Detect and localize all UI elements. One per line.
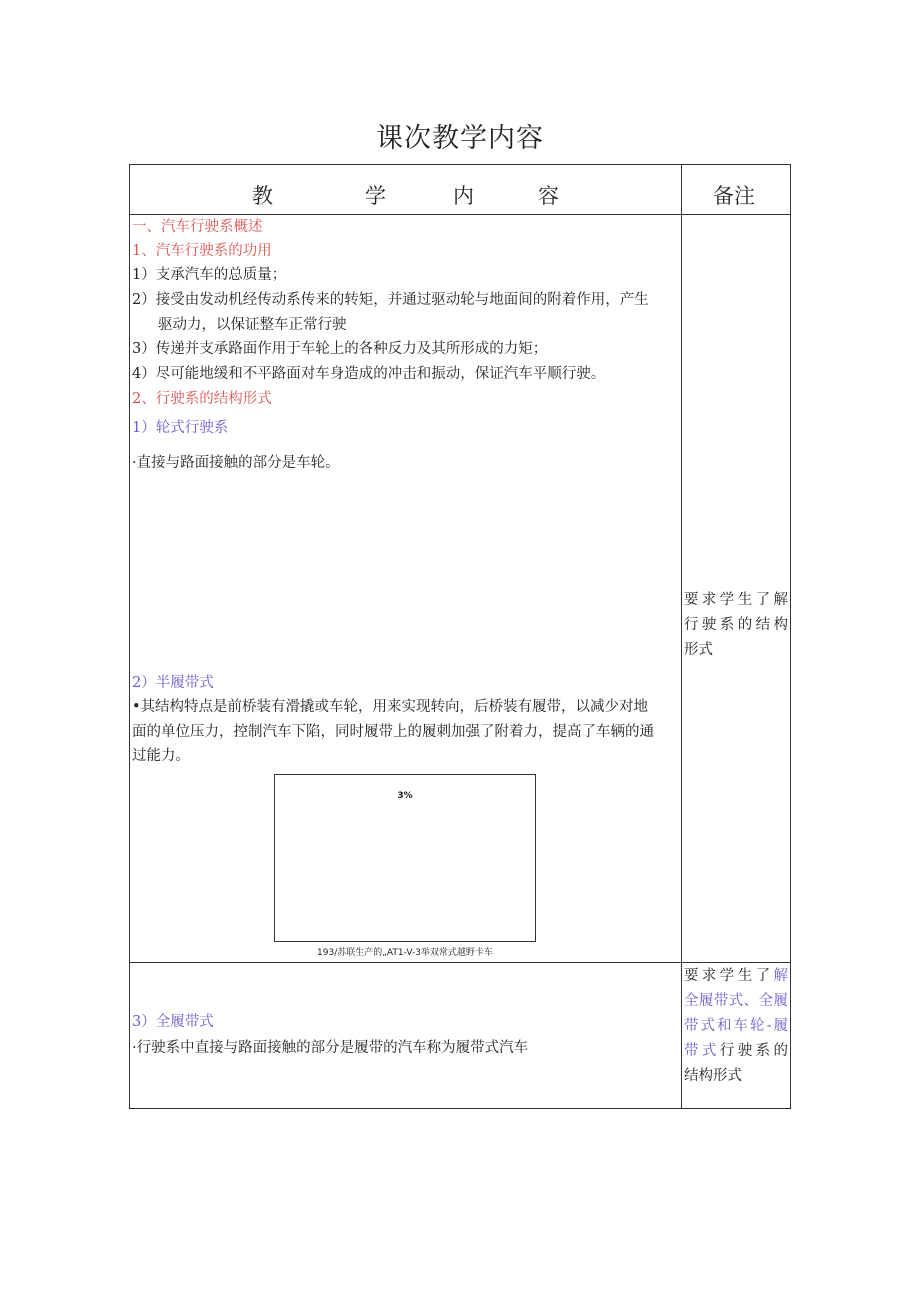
figure-caption: 193/苏联生产的„AT1-V-3举双常式越野卡车 — [317, 948, 493, 958]
subheading-structure: 2、行驶系的结构形式 — [132, 391, 272, 407]
remark-2-l4b: 行驶系的 — [719, 1043, 789, 1059]
remark-1-line-3: 形式 — [684, 642, 713, 658]
header-char-4: 容 — [538, 184, 559, 208]
figure-label: 3% — [397, 791, 413, 801]
function-item-2: 2）接受由发动机经传动系传来的转矩，并通过驱动轮与地面间的附着作用，产生 — [132, 292, 649, 308]
full-track-desc: ·行驶系中直接与路面接触的部分是履带的汽车称为履带式汽车 — [132, 1040, 529, 1056]
remark-2-l2: 全履带式、全履 — [684, 993, 788, 1009]
half-track-desc-2: 面的单位压力，控制汽车下陷，同时履带上的履刺加强了附着力，提高了车辆的通 — [132, 724, 654, 740]
header-remark: 备注 — [713, 184, 755, 208]
remark-2-l1b: 解 — [773, 968, 788, 984]
content-cell-1 — [130, 215, 682, 963]
remark-2-l4a: 带式 — [684, 1043, 720, 1059]
lesson-table — [129, 164, 791, 1109]
remark-1-line-2: 行驶系的结构 — [684, 617, 788, 633]
header-content-cell — [130, 165, 682, 215]
content-cell-2 — [130, 963, 682, 1109]
header-char-3: 内 — [453, 184, 474, 208]
function-item-3: 3）传递并支承路面作用于车轮上的各种反力及其所形成的力矩； — [132, 341, 548, 357]
remark-1 — [684, 588, 788, 663]
remark-2-l3: 带式和车轮-履 — [684, 1018, 788, 1034]
wheeled-desc: ·直接与路面接触的部分是车轮。 — [132, 455, 340, 471]
remark-1-line-1: 要求学生了解 — [684, 592, 788, 608]
function-item-1: 1）支承汽车的总质量； — [132, 267, 287, 283]
header-remark-cell — [682, 165, 791, 215]
remark-2-l5: 结构形式 — [684, 1068, 742, 1084]
half-track-figure — [274, 774, 536, 942]
header-char-2: 学 — [365, 184, 386, 208]
remark-2 — [684, 964, 788, 1089]
subheading-function: 1、汽车行驶系的功用 — [132, 243, 272, 259]
section-heading: 一、汽车行驶系概述 — [132, 219, 263, 235]
half-track-desc-3: 过能力。 — [132, 748, 190, 764]
function-item-2-cont: 驱动力，以保证整车正常行驶 — [158, 317, 347, 333]
header-char-1: 教 — [252, 184, 273, 208]
remark-cell-2 — [682, 963, 791, 1109]
half-track-desc-1: •其结构特点是前桥装有滑撬或车轮，用来实现转向，后桥装有履带，以减少对地 — [132, 699, 649, 715]
wheeled-title: 1）轮式行驶系 — [132, 420, 229, 436]
half-track-title: 2）半履带式 — [132, 675, 214, 691]
remark-cell-1 — [682, 215, 791, 963]
function-item-4: 4）尽可能地缓和不平路面对车身造成的冲击和振动，保证汽车平顺行驶。 — [132, 366, 606, 382]
page-title: 课次教学内容 — [376, 123, 544, 154]
full-track-title: 3）全履带式 — [132, 1014, 214, 1030]
remark-2-l1a: 要求学生了 — [684, 968, 774, 984]
